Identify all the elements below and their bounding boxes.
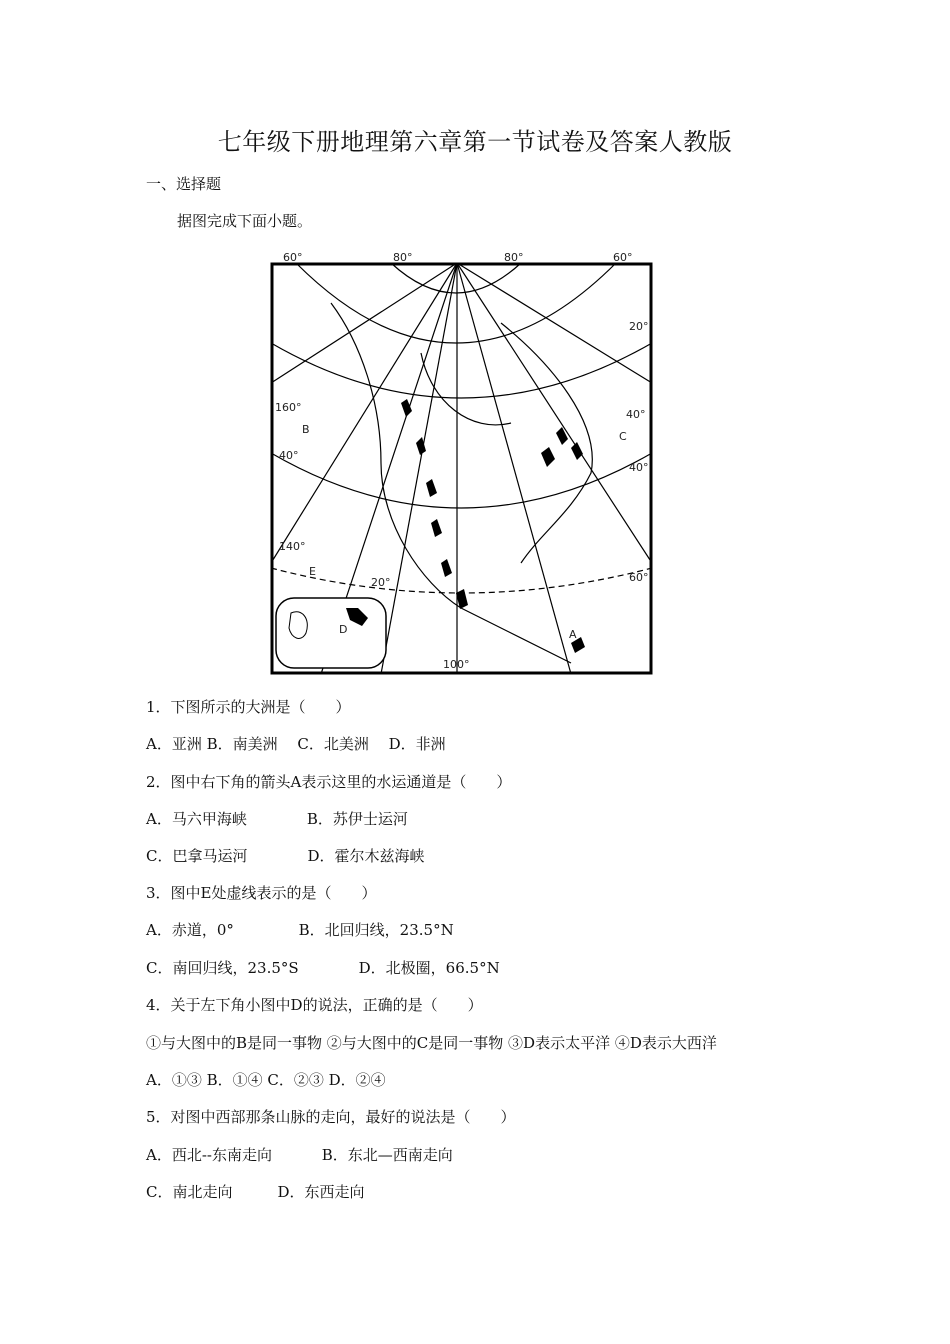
question-4-options: A．①③ B．①④ C．②③ D．②④	[146, 1071, 386, 1089]
question-5-options-1: A．西北--东南走向 B．东北—西南走向	[146, 1146, 453, 1164]
question-2: 2．图中右下角的箭头A表示这里的水运通道是（ ）	[146, 773, 512, 791]
map-label-right-1: 20°	[629, 320, 649, 333]
map-letter-e: E	[309, 565, 316, 578]
map-label-top-2: 80°	[393, 251, 413, 264]
map-letter-a: A	[569, 628, 577, 641]
question-2-options-2: C．巴拿马运河 D．霍尔木兹海峡	[146, 847, 425, 865]
question-4-statements: ①与大图中的B是同一事物 ②与大图中的C是同一事物 ③D表示太平洋 ④D表示大西洋	[146, 1034, 717, 1052]
intro-text: 据图完成下面小题。	[177, 212, 313, 230]
map-letter-b: B	[302, 423, 310, 436]
question-3-options-1: A．赤道，0° B．北回归线，23.5°N	[146, 921, 454, 939]
map-label-right-4: 60°	[629, 571, 649, 584]
page-title: 七年级下册地理第六章第一节试卷及答案人教版	[217, 128, 733, 156]
question-5-options-2: C．南北走向 D．东西走向	[146, 1183, 365, 1201]
question-3-options-2: C．南回归线，23.5°S D．北极圈，66.5°N	[146, 959, 500, 977]
map-label-inner-20: 20°	[371, 576, 391, 589]
map-label-left-1: 160°	[275, 401, 302, 414]
map-label-top-1: 60°	[283, 251, 303, 264]
question-1-options: A．亚洲 B．南美洲 C．北美洲 D．非洲	[146, 735, 446, 753]
map-label-top-3: 80°	[504, 251, 524, 264]
section-heading: 一、选择题	[146, 175, 222, 193]
map-label-bottom: 100°	[443, 658, 470, 671]
map-label-left-2: 40°	[279, 449, 299, 462]
map-letter-d: D	[339, 623, 348, 636]
map-label-right-3: 40°	[629, 461, 649, 474]
map-label-left-3: 140°	[279, 540, 306, 553]
question-2-options-1: A．马六甲海峡 B．苏伊士运河	[146, 810, 408, 828]
map-label-right-2: 40°	[626, 408, 646, 421]
question-1: 1．下图所示的大洲是（ ）	[146, 698, 351, 716]
question-5: 5．对图中西部那条山脉的走向，最好的说法是（ ）	[146, 1108, 516, 1126]
question-4: 4．关于左下角小图中D的说法，正确的是（ ）	[146, 996, 483, 1014]
north-america-map	[271, 251, 652, 674]
map-letter-c: C	[619, 430, 627, 443]
map-label-top-4: 60°	[613, 251, 633, 264]
question-3: 3．图中E处虚线表示的是（ ）	[146, 884, 377, 902]
